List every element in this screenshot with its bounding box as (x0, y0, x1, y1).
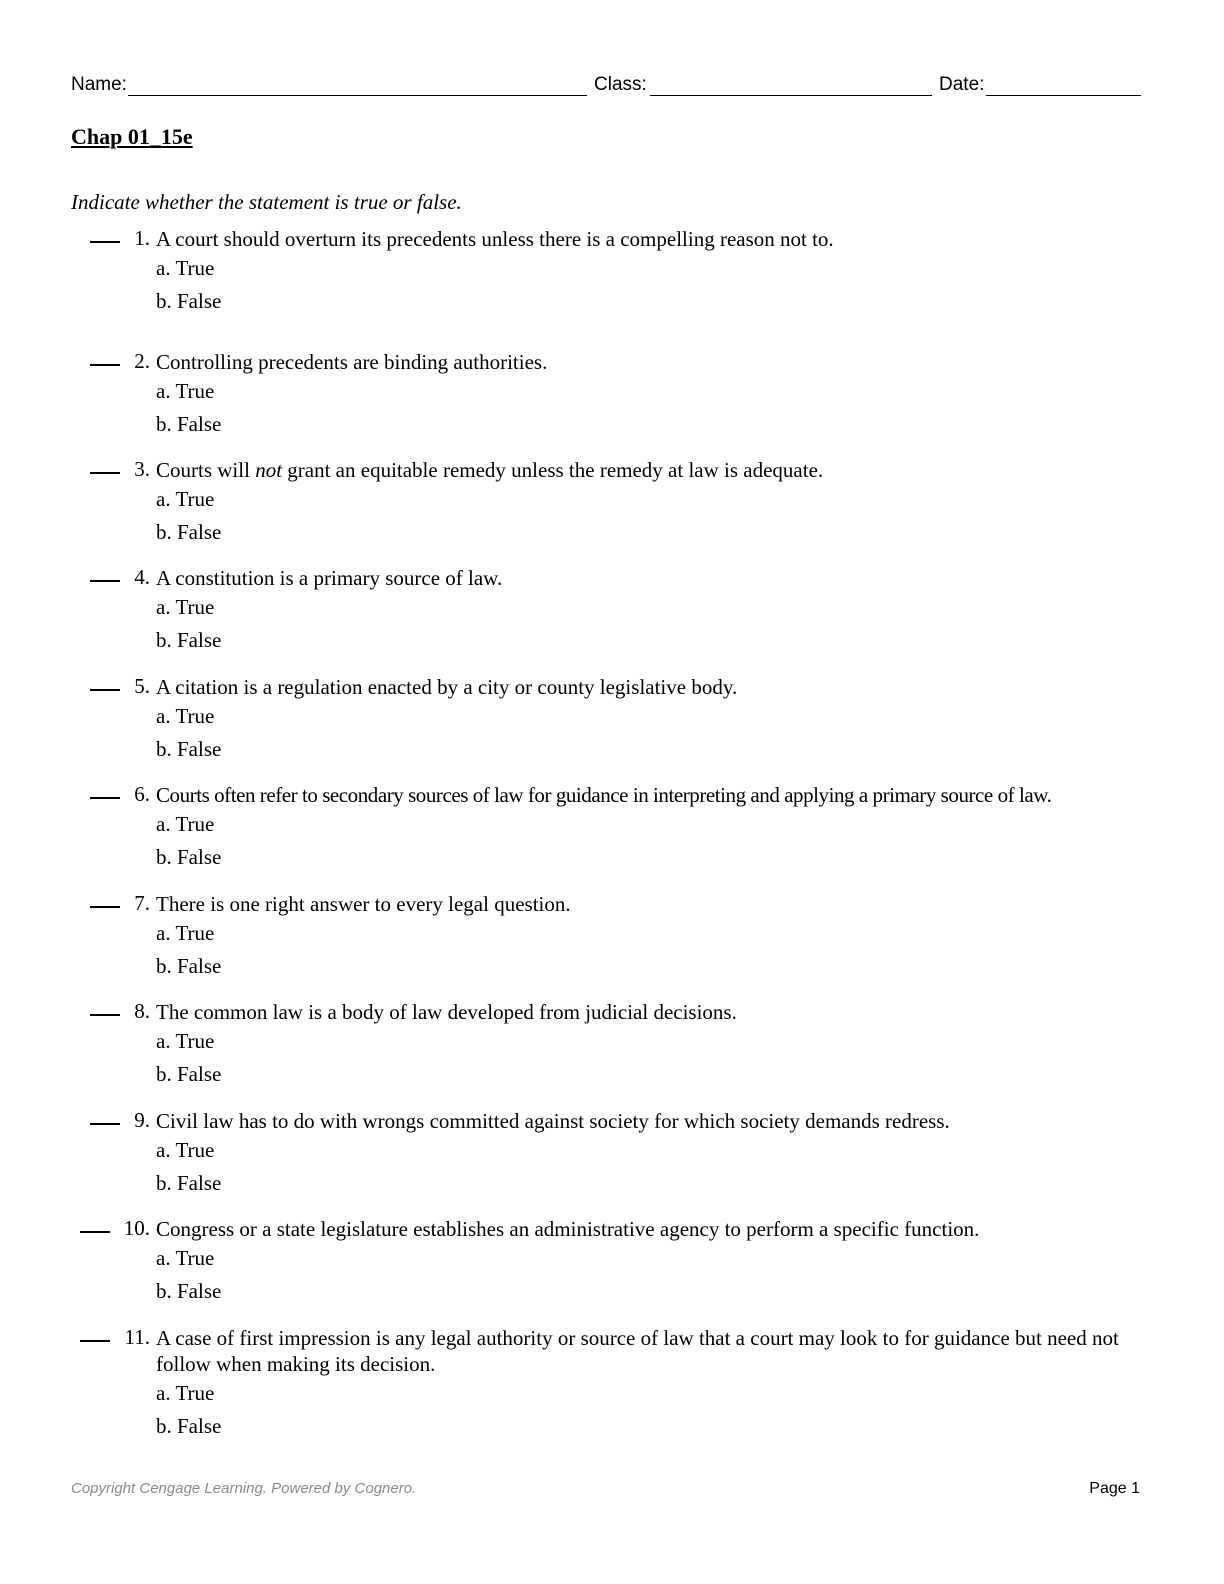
question-number: 1. (134, 226, 150, 250)
question-number: 6. (134, 782, 150, 806)
option-true: a. True (156, 1246, 215, 1270)
question-number: 5. (134, 674, 150, 698)
option-true: a. True (156, 256, 215, 280)
question-text-emphasis: not (255, 458, 283, 482)
question-number: 4. (134, 565, 150, 589)
option-true: a. True (156, 704, 215, 728)
option-true: a. True (156, 812, 215, 836)
option-false: b. False (156, 289, 222, 313)
option-true: a. True (156, 1029, 215, 1053)
option-false: b. False (156, 628, 222, 652)
question-text: There is one right answer to every legal question. (156, 892, 571, 916)
instructions: Indicate whether the statement is true or false. (71, 190, 462, 214)
option-true: a. True (156, 379, 215, 403)
question-text: Controlling precedents are binding authorities. (156, 350, 548, 374)
date-label: Date: (939, 74, 985, 95)
question-text: A constitution is a primary source of law. (156, 566, 503, 590)
option-true: a. True (156, 1138, 215, 1162)
answer-blank[interactable] (80, 1231, 110, 1233)
option-false: b. False (156, 412, 222, 436)
option-false: b. False (156, 1062, 222, 1086)
question-text: The common law is a body of law developed from judicial decisions. (156, 1000, 737, 1024)
question-text: Civil law has to do with wrongs committed against society for which society demands redress. (156, 1109, 950, 1133)
class-label: Class: (594, 74, 647, 95)
answer-blank[interactable] (80, 1340, 110, 1342)
option-false: b. False (156, 954, 222, 978)
question-number: 3. (134, 457, 150, 481)
question-text-start: Courts will (156, 458, 256, 482)
page-number: Page 1 (1089, 1480, 1140, 1497)
option-true: a. True (156, 595, 215, 619)
option-true: a. True (156, 487, 215, 511)
class-field[interactable] (650, 95, 932, 96)
copyright-footer: Copyright Cengage Learning. Powered by Cognero. (71, 1480, 417, 1497)
name-label: Name: (71, 74, 127, 95)
option-false: b. False (156, 1279, 222, 1303)
question-text-end: grant an equitable remedy unless the remedy at law is adequate. (282, 458, 824, 482)
option-true: a. True (156, 921, 215, 945)
question-number: 10. (123, 1216, 150, 1240)
question-number: 9. (134, 1108, 150, 1132)
question-text: A citation is a regulation enacted by a city or county legislative body. (156, 675, 738, 699)
option-false: b. False (156, 1414, 222, 1438)
option-false: b. False (156, 1171, 222, 1195)
question-text (156, 457, 1141, 483)
question-number: 8. (134, 999, 150, 1023)
question-number: 7. (134, 891, 150, 915)
question-number: 11. (124, 1325, 150, 1349)
date-field[interactable] (986, 95, 1141, 96)
option-true: a. True (156, 1381, 215, 1405)
question-text: Courts often refer to secondary sources of law for guidance in interpreting and applying a primary source of law. (156, 783, 1052, 807)
option-false: b. False (156, 520, 222, 544)
name-field[interactable] (128, 95, 587, 96)
option-false: b. False (156, 737, 222, 761)
student-info-header (71, 72, 1141, 98)
question-text: A case of first impression is any legal authority or source of law that a court may look to for guidance but need not follow when making its decision. (156, 1326, 1119, 1376)
question-text: A court should overturn its precedents unless there is a compelling reason not to. (156, 227, 834, 251)
question-text: Congress or a state legislature establishes an administrative agency to perform a specific function. (156, 1217, 980, 1241)
page-title: Chap 01_15e (71, 124, 193, 149)
question-number: 2. (134, 349, 150, 373)
option-false: b. False (156, 845, 222, 869)
